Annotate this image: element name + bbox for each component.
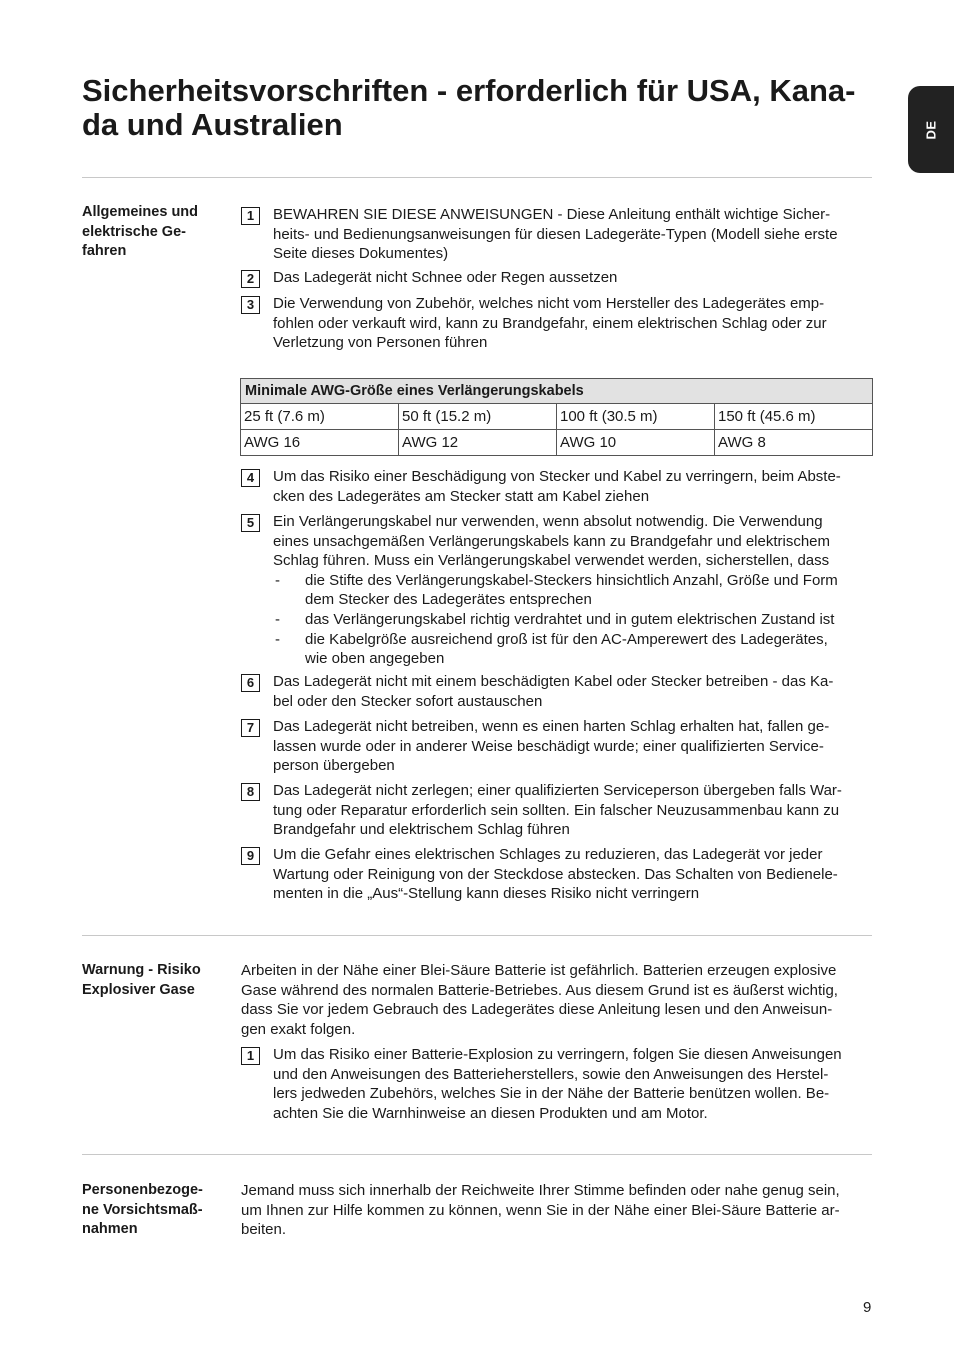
text-line: das Verlängerungskabel richtig verdrahtet und in gutem elektrischen Zustand ist [305, 610, 835, 628]
table-cell: 100 ft (30.5 m) [557, 404, 715, 430]
safety-item-1 [241, 205, 873, 264]
language-tab-label: DE [923, 119, 939, 140]
section-label-personal-precautions [82, 1181, 227, 1240]
table-cell: 25 ft (7.6 m) [241, 404, 399, 430]
awg-extension-cable-table [240, 378, 873, 456]
item-number-box: 7 [241, 719, 260, 737]
label-line: ne Vorsichtsmaß- [82, 1201, 203, 1218]
label-line: fahren [82, 243, 127, 259]
section-divider [82, 177, 872, 178]
language-tab [908, 86, 954, 173]
bullet-item [273, 610, 873, 630]
table-cell: AWG 12 [399, 430, 557, 456]
text-line: um Ihnen zur Hilfe kommen zu können, wenn Sie in der Nähe einer Blei-Säure Batterie ar- [241, 1201, 840, 1219]
text-line: Seite dieses Dokumentes) [273, 245, 449, 263]
item-number-box: 5 [241, 514, 260, 532]
item-text [273, 205, 873, 264]
item-text [273, 467, 873, 506]
text-line: Die Verwendung von Zubehör, welches nicht vom Hersteller des Ladegerätes emp- [273, 295, 825, 312]
item-text [273, 1045, 873, 1123]
text-line: cken des Ladegerätes am Stecker statt am Kabel ziehen [273, 487, 650, 505]
safety-item-7 [241, 717, 873, 776]
text-line: Arbeiten in der Nähe einer Blei-Säure Batterie ist gefährlich. Batterien erzeugen explosive [241, 962, 837, 979]
section-divider [82, 1154, 872, 1155]
text-line: Gase während des normalen Batterie-Betriebes. Aus diesem Grund ist es äußerst wichtig, [241, 981, 838, 999]
safety-item-5 [241, 512, 873, 669]
item-text [273, 717, 873, 776]
item-number-box: 3 [241, 296, 260, 314]
text-line: Das Ladegerät nicht mit einem beschädigten Kabel oder Stecker betreiben - das Ka- [273, 673, 834, 690]
text-line: BEWAHREN SIE DIESE ANWEISUNGEN - Diese Anleitung enthält wichtige Sicher- [273, 206, 831, 223]
bullet-dash: - [275, 610, 280, 628]
page-number: 9 [863, 1299, 872, 1316]
page-title [82, 74, 882, 142]
safety-item-6 [241, 672, 873, 711]
item-number-box: 9 [241, 847, 260, 865]
bullet-item [273, 571, 873, 610]
text-line: dass Sie vor jedem Gebrauch des Ladegerätes diese Anleitung lesen und den Anweisun- [241, 1001, 833, 1019]
text-line: Das Ladegerät nicht Schnee oder Regen aussetzen [273, 269, 618, 286]
table-cell: AWG 8 [715, 430, 873, 456]
item-text [273, 268, 873, 288]
label-line: nahmen [82, 1221, 138, 1237]
text-line: Schlag führen. Muss ein Verlängerungskabel verwendet werden, sicherstellen, dass [273, 552, 830, 570]
item-text [273, 781, 873, 840]
explosive-gases-intro [241, 961, 873, 1039]
text-line: eines unsachgemäßen Verlängerungskabels kann zu Brandgefahr und elektrischem [273, 532, 831, 550]
text-line: bel oder den Stecker sofort austauschen [273, 692, 543, 710]
text-line: Ein Verlängerungskabel nur verwenden, wenn absolut notwendig. Die Verwendung [273, 513, 823, 530]
table-header-row [241, 379, 873, 404]
text-line: die Kabelgröße ausreichend groß ist für den AC-Amperewert des Ladegerätes, [305, 630, 828, 648]
table-cell: AWG 16 [241, 430, 399, 456]
safety-item-8 [241, 781, 873, 840]
text-line: lassen wurde oder in anderer Weise beschädigt wurde; einer qualifizierten Service- [273, 737, 824, 755]
label-line: elektrische Ge- [82, 223, 186, 240]
text-line: person übergeben [273, 757, 395, 775]
label-line: Personenbezoge- [82, 1182, 203, 1198]
text-line: beiten. [241, 1221, 287, 1239]
item-text [273, 672, 873, 711]
table-row [241, 404, 873, 430]
safety-item-4 [241, 467, 873, 506]
text-line: Das Ladegerät nicht betreiben, wenn es einen harten Schlag erhalten hat, fallen ge- [273, 718, 830, 735]
text-line: Das Ladegerät nicht zerlegen; einer qualifizierten Serviceperson übergeben falls War- [273, 782, 842, 799]
bullet-dash: - [275, 630, 280, 648]
bullet-item [273, 630, 873, 669]
safety-item-2 [241, 268, 873, 288]
text-line: Brandgefahr und elektrischem Schlag führen [273, 821, 570, 839]
text-line: Um das Risiko einer Beschädigung von Stecker und Kabel zu verringern, beim Abste- [273, 468, 841, 485]
text-line: gen exakt folgen. [241, 1020, 356, 1038]
table-row [241, 430, 873, 456]
text-line: und den Anweisungen des Batterieherstellers, sowie den Anweisungen des Herstel- [273, 1065, 829, 1083]
text-line: dem Stecker des Ladegerätes entsprechen [305, 591, 592, 609]
text-line: Verletzung von Personen führen [273, 334, 488, 352]
personal-precautions-text [241, 1181, 873, 1240]
item-number-box: 1 [241, 207, 260, 225]
page-title-line-1: Sicherheitsvorschriften - erforderlich für USA, Kana- [82, 73, 856, 108]
text-line: heits- und Bedienungsanweisungen für diesen Ladegeräte-Typen (Modell siehe erste [273, 225, 838, 243]
text-line: Um die Gefahr eines elektrischen Schlages zu reduzieren, das Ladegerät vor jeder [273, 846, 823, 863]
label-line: Allgemeines und [82, 204, 199, 220]
explosive-gases-item-1 [241, 1045, 873, 1123]
text-line: Jemand muss sich innerhalb der Reichweite Ihrer Stimme befinden oder nahe genug sein, [241, 1182, 840, 1199]
text-line: menten in die „Aus“-Stellung kann dieses Risiko nicht verringern [273, 885, 700, 903]
safety-item-9 [241, 845, 873, 904]
item-text [273, 845, 873, 904]
item-number-box: 8 [241, 783, 260, 801]
item-number-box: 4 [241, 469, 260, 487]
section-label-explosive-gases [82, 961, 227, 1000]
item-text [273, 512, 873, 669]
item-number-box: 6 [241, 674, 260, 692]
item-number-box: 2 [241, 270, 260, 288]
section-divider [82, 935, 872, 936]
item-text [273, 294, 873, 353]
page-title-line-2: da und Australien [82, 107, 343, 142]
section-label-general-hazards [82, 203, 227, 262]
text-line: die Stifte des Verlängerungskabel-Steckers hinsichtlich Anzahl, Größe und Form [305, 571, 838, 589]
safety-item-3 [241, 294, 873, 353]
item-number-box: 1 [241, 1047, 260, 1065]
bullet-dash: - [275, 571, 280, 589]
text-line: Um das Risiko einer Batterie-Explosion zu verringern, folgen Sie diesen Anweisungen [273, 1046, 842, 1063]
label-line: Warnung - Risiko [82, 962, 201, 978]
text-line: tung oder Reparatur erforderlich sein sollten. Ein falscher Neuzusammenbau kann zu [273, 801, 840, 819]
table-cell: 150 ft (45.6 m) [715, 404, 873, 430]
text-line: achten Sie die Warnhinweise an diesen Produkten und am Motor. [273, 1104, 708, 1122]
table-cell: 50 ft (15.2 m) [399, 404, 557, 430]
table-header: Minimale AWG-Größe eines Verlängerungskabels [241, 379, 873, 404]
table-cell: AWG 10 [557, 430, 715, 456]
text-line: lers jedweden Zubehörs, welches Sie in der Nähe der Batterie benützen wollen. Be- [273, 1085, 830, 1103]
text-line: wie oben angegeben [305, 650, 445, 668]
label-line: Explosiver Gase [82, 981, 195, 998]
text-line: Wartung oder Reinigung von der Steckdose abstecken. Das Schalten von Bedienele- [273, 865, 838, 883]
text-line: fohlen oder verkauft wird, kann zu Brandgefahr, einem elektrischen Schlag oder zur [273, 314, 827, 332]
